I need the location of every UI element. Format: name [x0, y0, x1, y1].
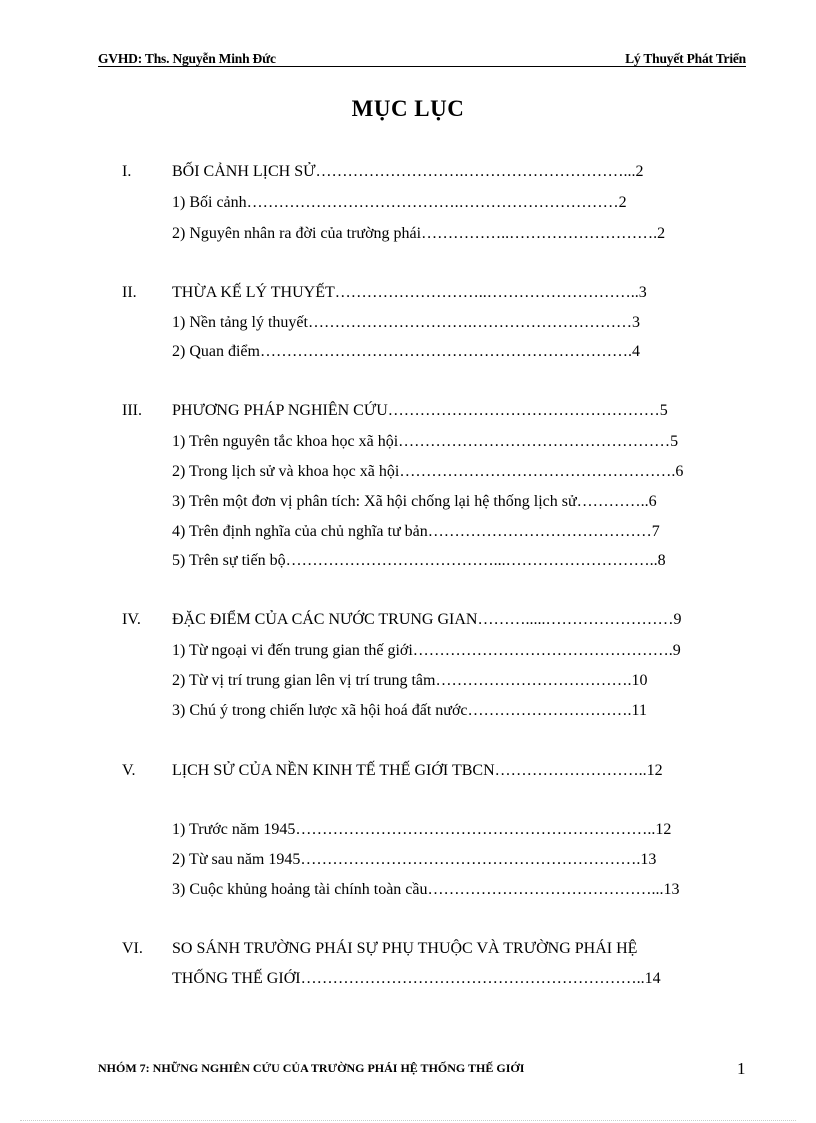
header-rule	[98, 66, 746, 67]
toc-item-label: 2) Từ sau năm 1945……………………………………………………….13	[172, 851, 657, 868]
section-number: I.	[122, 163, 132, 180]
toc-item-label: 1) Bối cảnh………………………………….…………………………2	[172, 194, 627, 211]
section-title: ĐẶC ĐIỂM CỦA CÁC NƯỚC TRUNG GIAN……….....……………………9	[172, 611, 682, 628]
section-number: III.	[122, 402, 142, 419]
header-course: Lý Thuyết Phát Triển	[625, 51, 746, 66]
page-bottom-border	[20, 1120, 796, 1121]
section-title: THỪA KẾ LÝ THUYẾT………………………..………………………..3	[172, 284, 647, 301]
section-title: LỊCH SỬ CỦA NỀN KINH TẾ THẾ GIỚI TBCN………………………..12	[172, 762, 663, 779]
toc-item-label: 1) Trước năm 1945…………………………………………………………..12	[172, 821, 672, 838]
toc-item-label: 3) Trên một đơn vị phân tích: Xã hội chống lại hệ thống lịch sử…………..6	[172, 493, 657, 510]
toc-item-label: 2) Nguyên nhân ra đời của trường phái……………..……………………….2	[172, 225, 666, 242]
section-title: BỐI CẢNH LỊCH SỬ……………………….…………………………...2	[172, 163, 644, 180]
page-title: MỤC LỤC	[351, 96, 465, 121]
toc-item-label: 3) Cuộc khủng hoảng tài chính toàn cầu……………………………………...13	[172, 881, 680, 898]
footer-group-title: NHÓM 7: NHỮNG NGHIÊN CỨU CỦA TRƯỜNG PHÁI HỆ THỐNG THẾ GIỚI	[98, 1061, 525, 1075]
toc-item-label: 2) Trong lịch sử và khoa học xã hội…………………………………………….6	[172, 463, 684, 480]
section-number: V.	[122, 762, 136, 779]
page-number: 1	[737, 1059, 746, 1078]
toc-item-label: 2) Quan điểm…………………………………………………………….4	[172, 343, 640, 360]
toc-item-label: 1) Từ ngoại vi đến trung gian thế giới………………………………………….9	[172, 642, 681, 659]
toc-item-label: 3) Chú ý trong chiến lược xã hội hoá đất nước………………………….11	[172, 702, 647, 719]
section-title-continued: THỐNG THẾ GIỚI………………………………………………………..14	[172, 970, 661, 987]
section-number: VI.	[122, 940, 143, 957]
section-title: SO SÁNH TRƯỜNG PHÁI SỰ PHỤ THUỘC VÀ TRƯỜNG PHÁI HỆ	[172, 940, 638, 957]
toc-item-label: 1) Trên nguyên tắc khoa học xã hội……………………………………………5	[172, 433, 679, 450]
toc-item-label: 1) Nền tảng lý thuyết………………………….…………………………3	[172, 314, 640, 331]
toc-item-label: 2) Từ vị trí trung gian lên vị trí trung tâm……………………………….10	[172, 672, 648, 689]
header-advisor: GVHD: Ths. Nguyễn Minh Đức	[98, 51, 276, 66]
section-number: IV.	[122, 611, 141, 628]
section-number: II.	[122, 284, 137, 301]
section-title: PHƯƠNG PHÁP NGHIÊN CỨU……………………………………………5	[172, 402, 668, 419]
toc-item-label: 4) Trên định nghĩa của chủ nghĩa tư bản……………………………………7	[172, 523, 660, 540]
toc-item-label: 5) Trên sự tiến bộ…………………………………...………………………..8	[172, 552, 666, 569]
